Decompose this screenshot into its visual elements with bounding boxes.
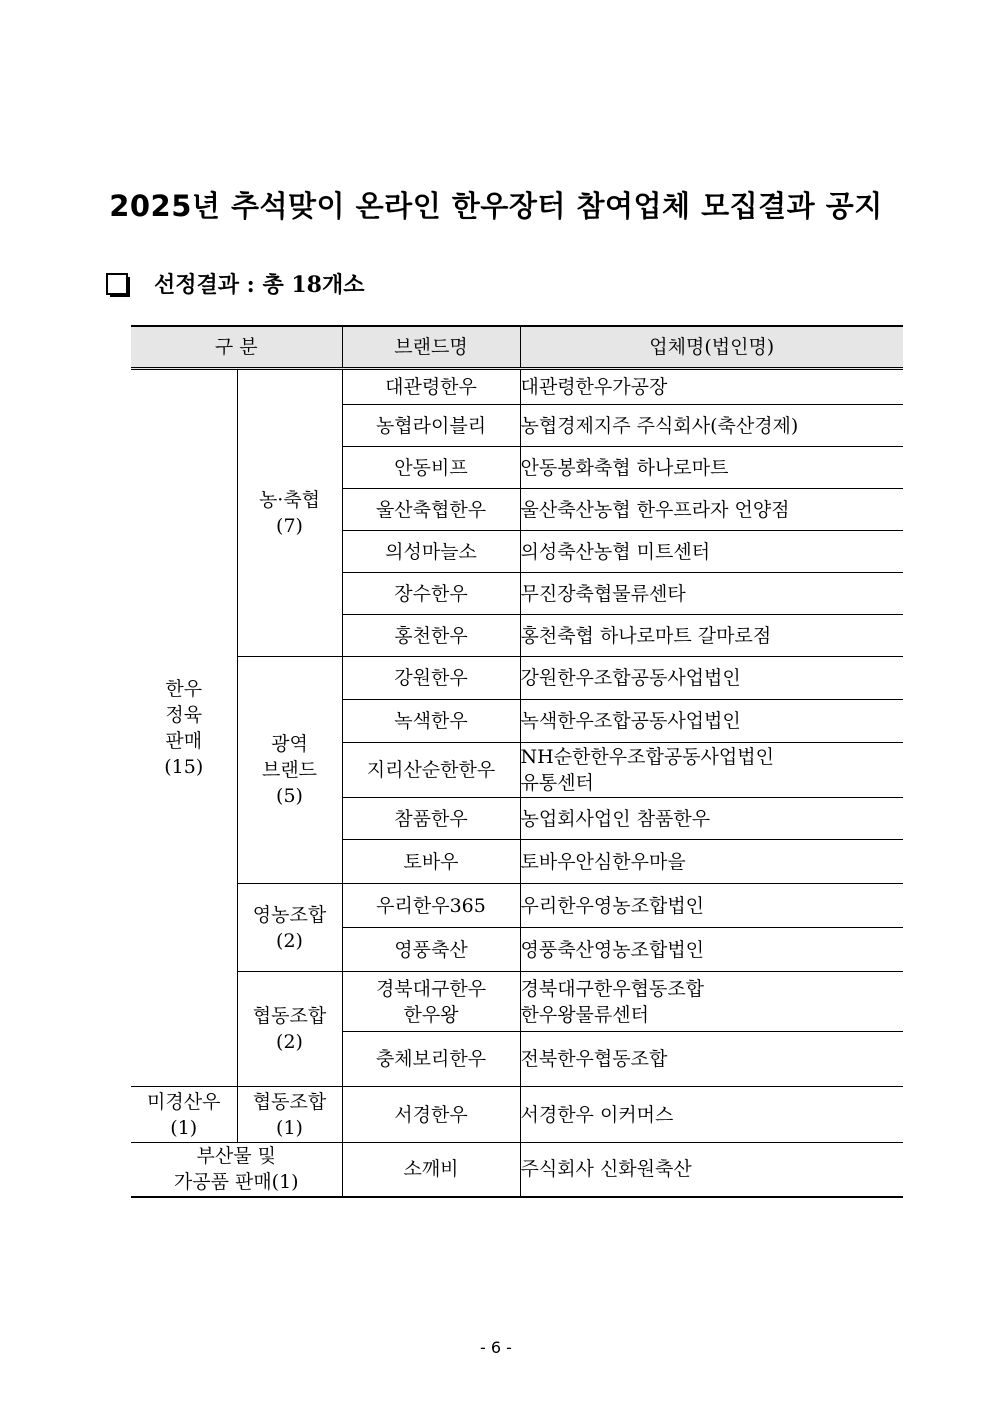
brand-cell: 지리산순한한우 <box>342 743 520 798</box>
participant-table <box>131 325 903 1198</box>
category-byproduct: 부산물 및 가공품 판매(1) <box>131 1143 342 1197</box>
brand-cell: 강원한우 <box>342 657 520 700</box>
company-cell: 우리한우영농조합법인 <box>520 884 903 928</box>
header-brand: 브랜드명 <box>342 326 520 369</box>
table-row <box>131 657 903 700</box>
header-category: 구 분 <box>131 326 342 369</box>
subcategory-regional-brand: 광역 브랜드 (5) <box>237 657 342 884</box>
subcategory-migyeong-hyeopdong: 협동조합 (1) <box>237 1087 342 1143</box>
table-row <box>131 1143 903 1197</box>
table-row <box>131 1087 903 1143</box>
company-cell: 토바우안심한우마을 <box>520 840 903 884</box>
brand-cell: 경북대구한우 한우왕 <box>342 972 520 1032</box>
company-cell: 안동봉화축협 하나로마트 <box>520 447 903 489</box>
category-hanwoo-meat: 한우 정육 판매 (15) <box>131 369 237 1087</box>
table-row <box>131 369 903 405</box>
document-title: 2025년 추석맞이 온라인 한우장터 참여업체 모집결과 공지 <box>109 189 883 223</box>
table-header-row <box>131 326 903 369</box>
brand-cell: 농협라이블리 <box>342 405 520 447</box>
company-cell: 울산축산농협 한우프라자 언양점 <box>520 489 903 531</box>
company-cell: 서경한우 이커머스 <box>520 1087 903 1143</box>
brand-cell: 참품한우 <box>342 798 520 840</box>
company-cell: 농업회사업인 참품한우 <box>520 798 903 840</box>
brand-cell: 울산축협한우 <box>342 489 520 531</box>
company-cell: 농협경제지주 주식회사(축산경제) <box>520 405 903 447</box>
brand-cell: 서경한우 <box>342 1087 520 1143</box>
section-label: 선정결과 : 총 18개소 <box>154 272 365 298</box>
company-cell: 대관령한우가공장 <box>520 369 903 405</box>
company-cell: 녹색한우조합공동사업법인 <box>520 700 903 743</box>
section-heading <box>106 268 364 299</box>
brand-cell: 홍천한우 <box>342 615 520 657</box>
subcategory-nonghyup: 농·축협 (7) <box>237 369 342 657</box>
subcategory-hyeopdong: 협동조합 (2) <box>237 972 342 1087</box>
header-company: 업체명(법인명) <box>520 326 903 369</box>
brand-cell: 녹색한우 <box>342 700 520 743</box>
company-cell: 경북대구한우협동조합 한우왕물류센터 <box>520 972 903 1032</box>
brand-cell: 의성마늘소 <box>342 531 520 573</box>
brand-cell: 충체보리한우 <box>342 1032 520 1087</box>
company-cell: 무진장축협물류센타 <box>520 573 903 615</box>
subcategory-yeongnong: 영농조합 (2) <box>237 884 342 972</box>
company-cell: NH순한한우조합공동사업법인 유통센터 <box>520 743 903 798</box>
square-checkbox-icon <box>106 273 128 295</box>
brand-cell: 우리한우365 <box>342 884 520 928</box>
table-row <box>131 884 903 928</box>
company-cell: 전북한우협동조합 <box>520 1032 903 1087</box>
page-number: - 6 - <box>480 1338 512 1357</box>
brand-cell: 대관령한우 <box>342 369 520 405</box>
brand-cell: 토바우 <box>342 840 520 884</box>
company-cell: 홍천축협 하나로마트 갈마로점 <box>520 615 903 657</box>
company-cell: 강원한우조합공동사업법인 <box>520 657 903 700</box>
brand-cell: 장수한우 <box>342 573 520 615</box>
table-row <box>131 972 903 1032</box>
company-cell: 의성축산농협 미트센터 <box>520 531 903 573</box>
brand-cell: 안동비프 <box>342 447 520 489</box>
category-migyeongsanu: 미경산우 (1) <box>131 1087 237 1143</box>
brand-cell: 소깨비 <box>342 1143 520 1197</box>
brand-cell: 영풍축산 <box>342 928 520 972</box>
company-cell: 영풍축산영농조합법인 <box>520 928 903 972</box>
company-cell: 주식회사 신화원축산 <box>520 1143 903 1197</box>
